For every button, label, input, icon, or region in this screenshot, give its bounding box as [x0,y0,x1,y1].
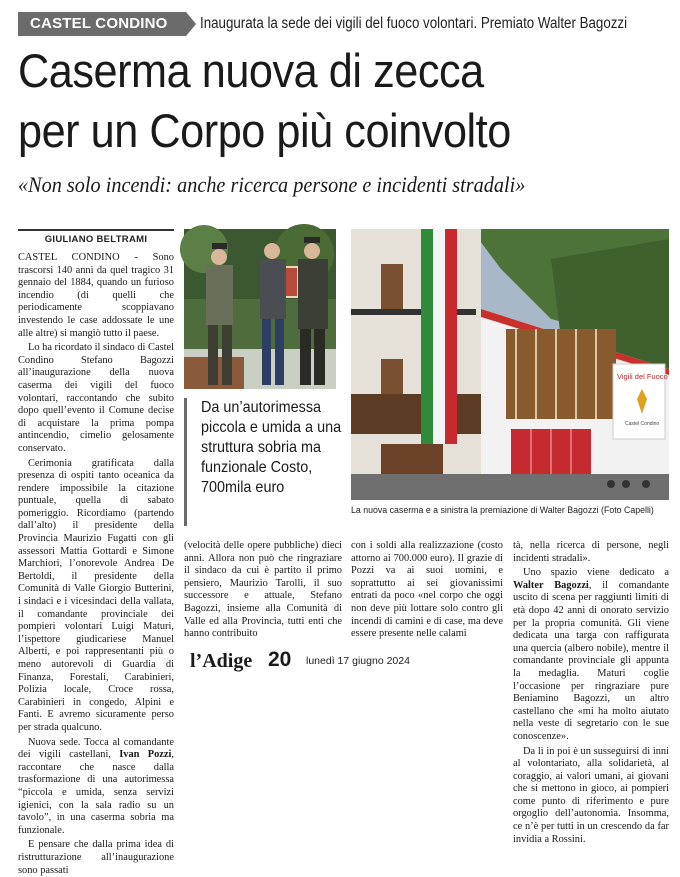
page-number: 20 [268,648,292,671]
byline: GIULIANO BELTRAMI [44,234,148,245]
subheadline: «Non solo incendi: anche ricerca persone e incidenti stradali» [18,172,526,197]
pull-quote-text: Da un’autorimessa piccola e umida a una struttura sobria ma funzionale Costo, 700mila euro [201,399,342,496]
station-sign: Vigili del Fuoco [617,372,668,381]
paragraph: Cerimonia gratificata dalla presenza di ospiti tanto oceanica da rendere impossibile la citazione puntuale, quella di sabato pomeriggio. Ricordiamo (partendo dall’alto) il presidente della Provincia Maurizio Fugatti con gli assessori Mattia Gottardi e Simone Marchiori, l’onorevole Andrea De Bertoldi, il presidente della Comunità di Valle Giorgio Butterini, i sindaci e i vicesindaci della vallata, il comandante provinciale dei pompieri volontari Luigi Maturi, l’ispettore giudicariese Manuel Alberti, e poi rappresentanti più o meno autorevoli di Guardia di Finanza, Forestali, Carabinieri, Polizia locale, Croce rossa, Carabinieri in congedo, Alpini e Fanti. E avremo sicuramente perso per strada qualcuno. [18,457,174,733]
section-kicker [18,12,194,36]
article-column-3 [351,540,503,644]
kicker-arrow-icon [186,12,196,36]
person-name: Ivan Pozzi [119,749,172,761]
headline-line-1: Caserma nuova di zecca [18,44,484,97]
pull-quote [184,398,342,526]
paragraph: Lo ha ricordato il sindaco di Castel Condino Stefano Bagozzi all’inaugurazione della nuova caserma dei vigili del fuoco volontari, raccontando che subito dopo quell’evento il Comune decise di acquistare la prima pompa antincendio, cimelio gelosamente conservato. [18,342,175,454]
station-sign-sub: Castel Condino [625,421,660,427]
paragraph-text: Nuova sede. Tocca al comandante dei vigili castellani, [18,736,174,761]
paragraph: tà, nella ricerca di persone, negli incidenti stradali». [513,540,669,564]
paragraph: Da lì in poi è un susseguirsi di inni al volontariato, alla solidarietà, al coraggio, ai valori umani, ai giovani che si mettono in gioco, ai pompieri come punto di riferimento e pure orgoglio dell’autonomia. Insomma, ce n’è per tutti in un crescendo da far invidia a Rossini. [513,745,669,845]
article-column-1 [18,252,175,876]
paragraph [513,567,669,743]
paragraph-text: , raccontare che nasce dalla trasformazione di una autorimessa “piccola e umida, senza servizi igienici, con la sala radio su un tavolo”, in una caserma sobria ma funzionale. [18,749,174,836]
paragraph [18,737,174,838]
fire-station-photo [351,229,669,500]
photo-caption: La nuova caserma e a sinistra la premiazione di Walter Bagozzi (Foto Capelli) [351,505,654,515]
paragraph: con i soldi alla realizzazione (costo attorno ai 700.000 euro). Il grazie di Pozzi va ai suoi uomini, e soprattutto ai sei giovanissimi entrati da poco «nel corpo che oggi non deve più lottare solo contro gli incendi di camini e di case, ma deve essere presente nelle calami [351,540,503,640]
page-folio [184,648,504,678]
kicker-tag: CASTEL CONDINO [18,12,186,36]
ceremony-photo-illustration [184,229,336,389]
article-column-4 [513,540,669,846]
paragraph: CASTEL CONDINO - Sono trascorsi 140 anni da quel tragico 31 gennaio del 1884, quando un furioso incendio (di quelli che periodicamente scoppiavano investendo le case addossate le une alle altre) si mangiò tutto il paese. [18,252,174,339]
person-name: Walter Bagozzi [513,579,589,591]
paragraph-text: Uno spazio viene dedicato a [523,567,669,579]
paragraph-text: , il comandante uscito di scena per raggiunti limiti di età dopo 42 anni di onorato servizio per la propria comunità. Gli viene dedicata una targa con raffigurata una quercia (albero nobile), mentre il comandante provinciale gli appunta la medaglia. Maturi coglie l’occasione per ringraziare pure Beniamino Bagozzi, un altro castellano che «mi ha molto aiutato nella veste di segretario con le sue conoscenze». [513,579,669,742]
fire-station-photo-illustration [351,229,669,500]
kicker-text: Inaugurata la sede dei vigili del fuoco volontari. Premiato Walter Bagozzi [200,15,628,32]
byline-rule [18,229,174,231]
issue-date: lunedì 17 giugno 2024 [306,655,410,667]
ceremony-photo [184,229,336,389]
newspaper-logo: l’Adige [190,650,253,672]
article-column-2 [184,540,342,644]
paragraph: (velocità delle opere pubbliche) dieci anni. Allora non può che ringraziare il sindaco da cui è partito il primo pensiero, Maurizio Tarolli, il suo successore e attuale, Stefano Bagozzi, insieme alla Comunità di Valle ed alla Provincia, tutti enti che hanno contribuito [184,540,342,640]
headline-line-2: per un Corpo più coinvolto [18,104,511,157]
paragraph: E pensare che dalla prima idea di ristrutturazione all’inaugurazione sono passati [18,839,174,876]
